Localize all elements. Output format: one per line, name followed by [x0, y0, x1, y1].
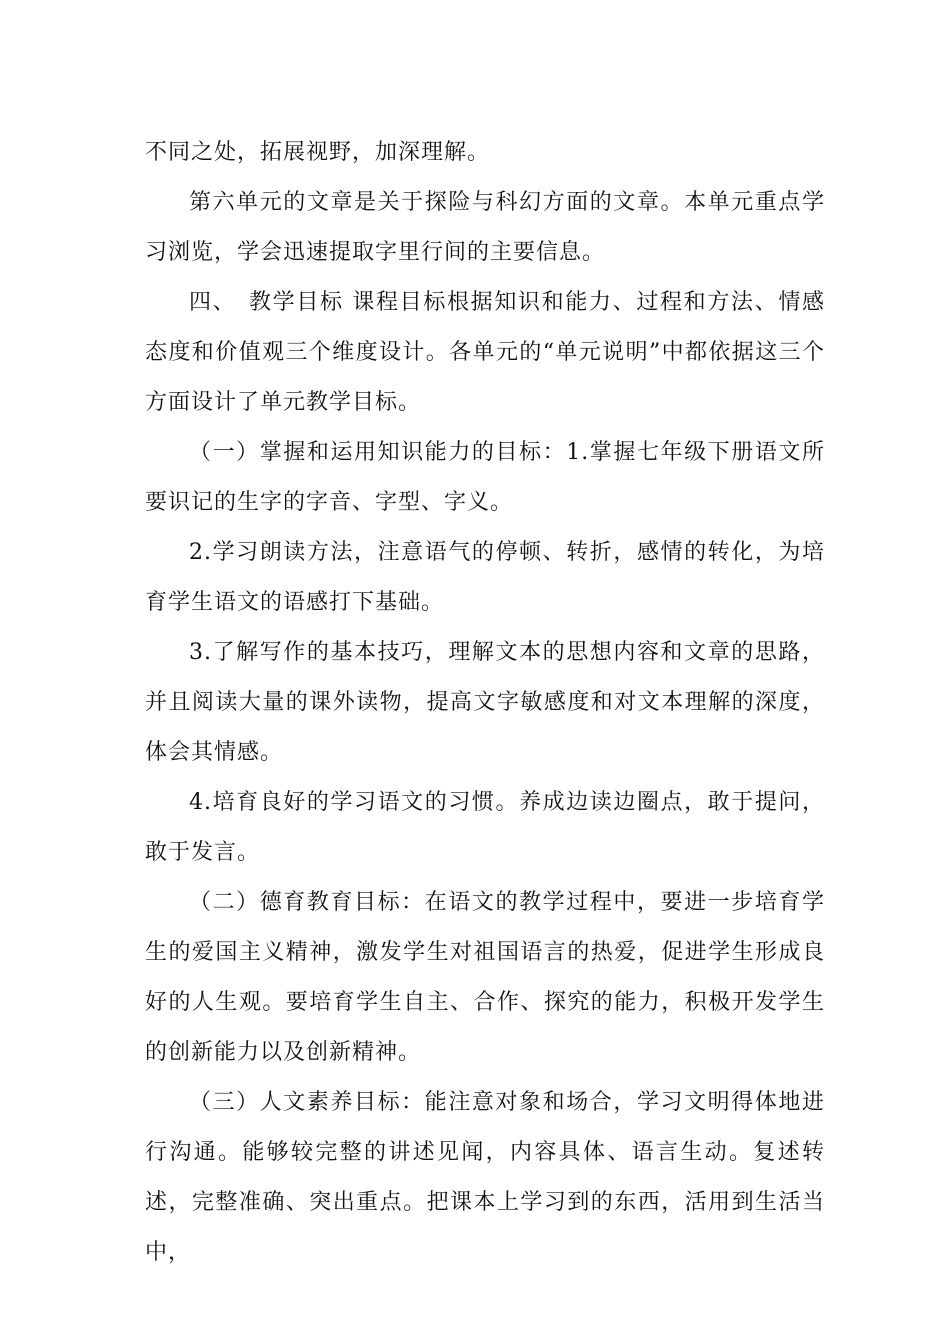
- paragraph-teaching-goals: 四、 教学目标 课程目标根据知识和能力、过程和方法、情感态度和价值观三个维度设计。各单元的“单元说明”中都依据这三个方面设计了单元教学目标。: [145, 290, 825, 415]
- paragraph-goal-moral: （二）德育教育目标：在语文的教学过程中，要进一步培育学生的爱国主义精神，激发学生对祖国语言的热爱，促进学生形成良好的人生观。要培育学生自主、合作、探究的能力，积极开发学生的创新能力以及创新精神。: [145, 890, 825, 1065]
- paragraph-goal-humanities: （三）人文素养目标：能注意对象和场合，学习文明得体地进行沟通。能够较完整的讲述见闻，内容具体、语言生动。复述转述，完整准确、突出重点。把课本上学习到的东西，活用到生活当中，: [145, 1090, 825, 1265]
- paragraph-continuation: 不同之处，拓展视野，加深理解。: [145, 140, 491, 165]
- document-body: [145, 128, 825, 1278]
- paragraph-goal-writing: 3.了解写作的基本技巧，理解文本的思想内容和文章的思路，并且阅读大量的课外读物，提高文字敏感度和对文本理解的深度，体会其情感。: [145, 640, 825, 765]
- paragraph-goal-knowledge: （一）掌握和运用知识能力的目标：1.掌握七年级下册语文所要识记的生字的字音、字型、字义。: [145, 440, 825, 515]
- paragraph-goal-habits: 4.培育良好的学习语文的习惯。养成边读边圈点，敢于提问，敢于发言。: [145, 790, 825, 865]
- paragraph-unit-six: 第六单元的文章是关于探险与科幻方面的文章。本单元重点学习浏览，学会迅速提取字里行间的主要信息。: [145, 190, 825, 265]
- paragraph-goal-reading: 2.学习朗读方法，注意语气的停顿、转折，感情的转化，为培育学生语文的语感打下基础。: [145, 540, 825, 615]
